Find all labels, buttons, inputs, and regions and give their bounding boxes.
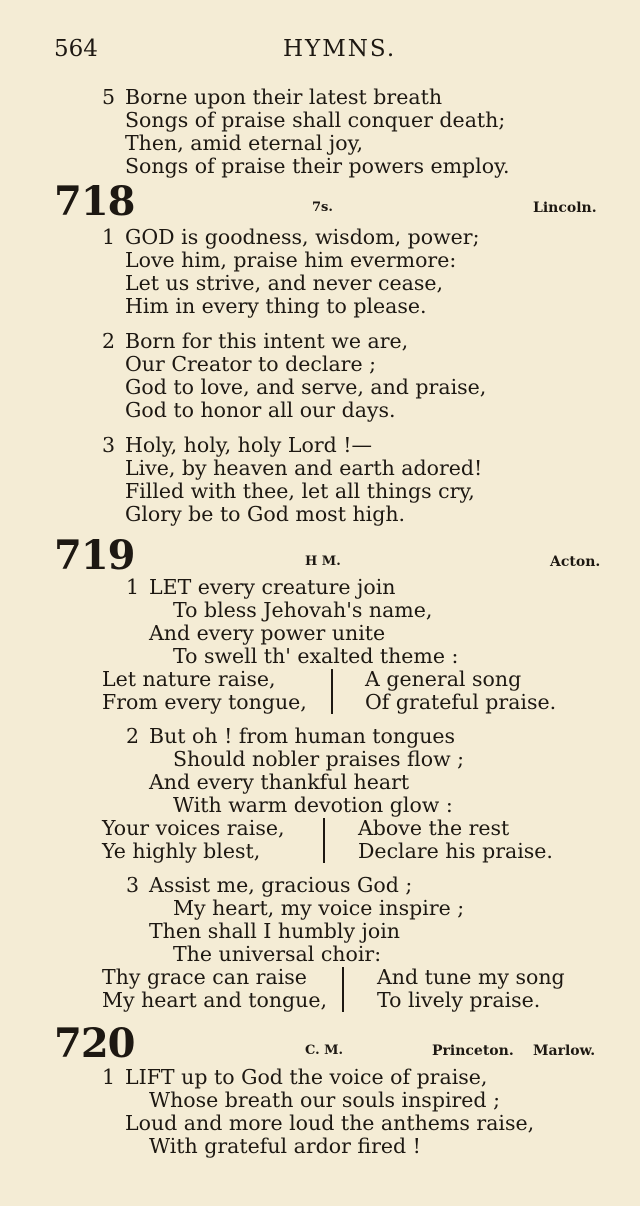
verse-number: 3 — [126, 873, 140, 897]
verse-line: Then, amid eternal joy, — [125, 131, 363, 155]
verse-line: Live, by heaven and earth adored! — [125, 456, 483, 480]
verse-number: 1 — [126, 575, 140, 599]
verse-line: Holy, holy, holy Lord !— — [125, 433, 372, 457]
split-line-right: Above the rest — [358, 816, 510, 840]
split-line-left: Ye highly blest, — [102, 839, 261, 863]
split-line-right: And tune my song — [377, 965, 565, 989]
verse-line: To swell th' exalted theme : — [173, 644, 459, 668]
page-number: 564 — [54, 36, 98, 62]
split-line-left: From every tongue, — [102, 690, 307, 714]
verse-line: And every power unite — [149, 621, 386, 645]
split-line-left: Let nature raise, — [102, 667, 276, 691]
split-divider — [323, 818, 325, 863]
verse-line: Assist me, gracious God ; — [149, 873, 413, 897]
verse-number: 1 — [102, 225, 116, 249]
split-line-left: My heart and tongue, — [102, 988, 328, 1012]
hymn-meter: 7s. — [312, 200, 333, 215]
split-line-right: Of grateful praise. — [365, 690, 557, 714]
split-divider — [331, 669, 333, 714]
verse-line: Let us strive, and never cease, — [125, 271, 444, 295]
hymn-number: 719 — [54, 532, 135, 579]
verse-line: LIFT up to God the voice of praise, — [125, 1065, 488, 1089]
verse-line: Songs of praise their powers employ. — [125, 154, 510, 178]
verse-number: 2 — [126, 724, 140, 748]
verse-number: 2 — [102, 329, 116, 353]
verse-line: Songs of praise shall conquer death; — [125, 108, 506, 132]
verse-line: Our Creator to declare ; — [125, 352, 377, 376]
hymn-tune: Acton. — [550, 554, 601, 570]
verse-line: GOD is goodness, wisdom, power; — [125, 225, 480, 249]
verse-line: God to honor all our days. — [125, 398, 396, 422]
verse-line: LET every creature join — [149, 575, 396, 599]
verse-line: My heart, my voice inspire ; — [173, 896, 465, 920]
verse-line: Glory be to God most high. — [125, 502, 406, 526]
verse-line: Him in every thing to please. — [125, 294, 427, 318]
hymn-tune: Lincoln. — [533, 200, 597, 216]
hymn-tune: Princeton. — [432, 1043, 514, 1059]
verse-line: The universal choir: — [173, 942, 382, 966]
verse-line: Whose breath our souls inspired ; — [149, 1088, 500, 1112]
hymn-number: 720 — [54, 1020, 135, 1067]
verse-line: Should nobler praises flow ; — [173, 747, 465, 771]
verse-number: 1 — [102, 1065, 116, 1089]
split-line-left: Thy grace can raise — [102, 965, 307, 989]
verse-line: And every thankful heart — [149, 770, 410, 794]
split-line-right: A general song — [365, 667, 522, 691]
verse-line: But oh ! from human tongues — [149, 724, 456, 748]
verse-line: Then shall I humbly join — [149, 919, 400, 943]
hymn-number: 718 — [54, 178, 135, 225]
verse-line: Borne upon their latest breath — [125, 85, 443, 109]
split-divider — [342, 967, 344, 1012]
hymn-meter: C. M. — [305, 1043, 344, 1058]
split-line-right: Declare his praise. — [358, 839, 553, 863]
verse-line: With warm devotion glow : — [173, 793, 453, 817]
hymn-meter: H M. — [305, 554, 341, 569]
split-line-left: Your voices raise, — [102, 816, 285, 840]
verse-line: Love him, praise him evermore: — [125, 248, 457, 272]
verse-line: Born for this intent we are, — [125, 329, 409, 353]
verse-line: Loud and more loud the anthems raise, — [125, 1111, 535, 1135]
verse-number: 3 — [102, 433, 116, 457]
split-line-right: To lively praise. — [377, 988, 541, 1012]
page-title: HYMNS. — [283, 36, 397, 62]
verse-line: To bless Jehovah's name, — [173, 598, 433, 622]
verse-line: Filled with thee, let all things cry, — [125, 479, 475, 503]
verse-number: 5 — [102, 85, 116, 109]
verse-line: God to love, and serve, and praise, — [125, 375, 487, 399]
hymn-tune: Marlow. — [533, 1043, 596, 1059]
verse-line: With grateful ardor fired ! — [149, 1134, 421, 1158]
